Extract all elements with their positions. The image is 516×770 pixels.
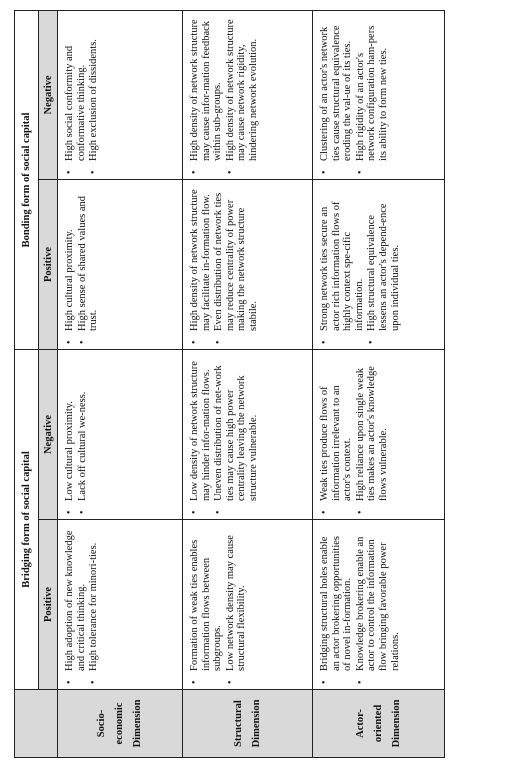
col-bonding-negative: Negative	[39, 10, 58, 179]
bridging-header: Bridging form of social capital	[15, 350, 39, 690]
list-item: • Weak ties produce flows of information irrelevant to an actor's context.	[319, 356, 354, 501]
list-item: • High sense of shared values and trust.	[77, 186, 100, 331]
cell-bonding-negative	[313, 10, 445, 179]
row-header-socio-economic	[58, 690, 183, 758]
list-item: • Uneven distribution of net-work ties may cause high power centrality leaving the network structure vulnerable.	[213, 356, 259, 501]
list-item: • Clustering of an actor's network ties cause structural equivalence eroding the val-ue of its ties.	[319, 17, 354, 161]
col-bonding-positive: Positive	[39, 180, 58, 350]
row-header-structural	[183, 690, 313, 758]
cell-bonding-positive	[58, 180, 183, 350]
list-item: • Bridging structural holes enable an actor brokering opportunities of novel in-formation.	[319, 526, 354, 671]
list-item: • High rigidity of an actor's network configuration ham-pers its ability to form new ties.	[355, 17, 390, 161]
list-item: • Lack off cultural we-ness.	[77, 356, 89, 501]
list-item: • Low network density may cause structural flexibility.	[225, 526, 248, 671]
list-item: • Formation of weak ties enables information flows between subgroups.	[189, 526, 224, 671]
list-item: • High adoption of new knowledge and critical thinking.	[64, 526, 87, 671]
cell-bonding-positive	[183, 180, 313, 350]
table-row	[58, 10, 183, 757]
cell-bonding-negative	[183, 10, 313, 179]
row-header-actor-oriented	[313, 690, 445, 758]
cell-bonding-positive	[313, 180, 445, 350]
list-item: • Low cultural proximity.	[64, 356, 76, 501]
col-bridging-negative: Negative	[39, 350, 58, 520]
list-item: • Low density of network structure may hinder infor-mation flows.	[189, 356, 212, 501]
cell-bonding-negative	[58, 10, 183, 179]
row-label-line: Dimension	[132, 699, 143, 748]
bonding-header: Bonding form of social capital	[15, 10, 39, 349]
list-item: • High social conformity and conformative thinking.	[64, 17, 87, 161]
row-label-line: economic	[114, 702, 125, 745]
table-row	[313, 10, 445, 757]
list-item: • High cultural proximity.	[64, 186, 76, 331]
row-label-line: Socio-	[96, 709, 107, 738]
cell-bridging-positive	[313, 520, 445, 690]
list-item: • Even distribution of network ties may reduce centrality of power making the network structure stabile.	[213, 186, 259, 331]
list-item: • Strong network ties secure an actor rich information flows of highly context spe-cific information.	[319, 186, 365, 331]
row-label-line: oriented	[372, 704, 384, 743]
col-bridging-positive: Positive	[39, 520, 58, 690]
list-item: • High tolerance for minori-ties.	[88, 526, 100, 671]
table-row	[183, 10, 313, 757]
row-label-line: Dimension	[250, 699, 262, 748]
list-item: • High density of network structure may cause infor-mation feedback within sub-groups.	[189, 17, 224, 161]
list-item: • High density of network structure may cause network rigidity, hindering network evolution.	[225, 17, 260, 161]
social-capital-table	[14, 10, 445, 758]
list-item: • High density of network structure may facilitate in-formation flow.	[189, 186, 212, 331]
list-item: • Knowledge brokering enable an actor to control the information flow bringing favorable power relations.	[355, 526, 401, 671]
cell-bridging-negative	[313, 350, 445, 520]
cell-bridging-negative	[183, 350, 313, 520]
list-item: • High exclusion of dissidents.	[88, 17, 100, 161]
row-label-line: Dimension	[390, 699, 402, 748]
list-item: • High reliance upon single weak ties makes an actor's knowledge flows vulnerable.	[355, 356, 390, 501]
list-item: • High structural equivalence lessens an actor's depend-ence upon individual ties.	[366, 186, 401, 331]
cell-bridging-positive	[58, 520, 183, 690]
row-label-line: Structural	[232, 700, 244, 747]
cell-bridging-positive	[183, 520, 313, 690]
row-label-line: Actor-	[354, 709, 366, 738]
corner-cell	[15, 690, 58, 758]
cell-bridging-negative	[58, 350, 183, 520]
